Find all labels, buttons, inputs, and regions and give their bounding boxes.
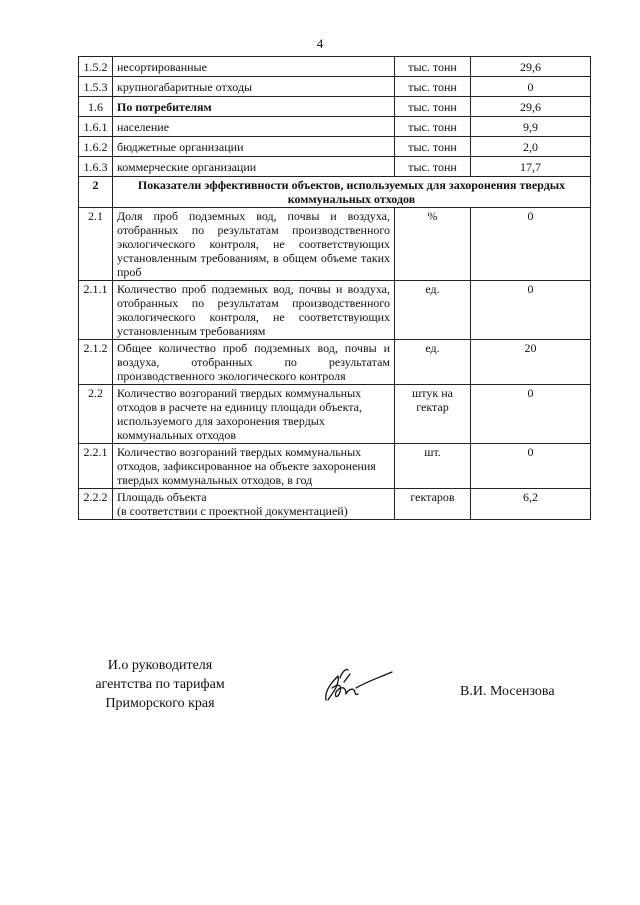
row-name: население: [113, 117, 395, 137]
row-value: 29,6: [471, 97, 591, 117]
row-unit: гектаров: [395, 489, 471, 520]
row-name: По потребителям: [113, 97, 395, 117]
row-number: 1.5.3: [79, 77, 113, 97]
row-unit: тыс. тонн: [395, 157, 471, 177]
section-title: Показатели эффективности объектов, используемых для захоронения твердых коммунальных отходов: [113, 177, 591, 208]
table-row: [79, 77, 591, 97]
row-unit: тыс. тонн: [395, 57, 471, 77]
row-name: крупногабаритные отходы: [113, 77, 395, 97]
row-unit: тыс. тонн: [395, 97, 471, 117]
table-row: [79, 97, 591, 117]
row-unit: шт.: [395, 444, 471, 489]
row-name-line: (в соответствии с проектной документацией): [117, 504, 348, 518]
row-number: 2.2.1: [79, 444, 113, 489]
table-row: [79, 117, 591, 137]
row-name: [113, 489, 395, 520]
signatory-title-line: Приморского края: [105, 696, 215, 711]
row-number: 2.2.2: [79, 489, 113, 520]
signatory-title: [70, 656, 250, 713]
row-value: 2,0: [471, 137, 591, 157]
row-number: 2.1.1: [79, 281, 113, 340]
section-header-row: [79, 177, 591, 208]
signer-name: В.И. Мосензова: [460, 684, 555, 699]
row-number: 1.6.1: [79, 117, 113, 137]
table-row: [79, 385, 591, 444]
signatory-title-line: агентства по тарифам: [95, 677, 225, 692]
row-value: 0: [471, 281, 591, 340]
row-unit: ед.: [395, 281, 471, 340]
row-name: Количество возгораний твердых коммунальных отходов в расчете на единицу площади объекта, используемого для захоронения твердых коммунальных отходов: [113, 385, 395, 444]
row-name: Количество проб подземных вод, почвы и воздуха, отобранных по результатам производственного экологического контроля, не соответствующих установленным требованиям: [113, 281, 395, 340]
row-value: 6,2: [471, 489, 591, 520]
row-value: 0: [471, 77, 591, 97]
row-value: 17,7: [471, 157, 591, 177]
table-row: [79, 208, 591, 281]
row-number: 1.5.2: [79, 57, 113, 77]
row-value: 0: [471, 385, 591, 444]
row-value: 29,6: [471, 57, 591, 77]
row-unit: тыс. тонн: [395, 137, 471, 157]
row-number: 2: [79, 177, 113, 208]
table-row: [79, 489, 591, 520]
row-value: 20: [471, 340, 591, 385]
table-row: [79, 444, 591, 489]
row-value: 0: [471, 208, 591, 281]
handwritten-signature: [316, 660, 396, 704]
row-unit: тыс. тонн: [395, 77, 471, 97]
table-row: [79, 281, 591, 340]
row-name: Доля проб подземных вод, почвы и воздуха, отобранных по результатам производственного экологического контроля, не соответствующих установленным требованиям, в общем объеме таких проб: [113, 208, 395, 281]
row-value: 9,9: [471, 117, 591, 137]
row-number: 1.6.2: [79, 137, 113, 157]
row-name: Общее количество проб подземных вод, почвы и воздуха, отобранных по результатам производственного экологического контроля: [113, 340, 395, 385]
row-unit: штук на гектар: [395, 385, 471, 444]
row-unit: тыс. тонн: [395, 117, 471, 137]
signatory-title-line: И.о руководителя: [107, 658, 213, 673]
row-unit: ед.: [395, 340, 471, 385]
row-name-line: Площадь объекта: [117, 490, 207, 504]
table-row: [79, 57, 591, 77]
row-number: 1.6: [79, 97, 113, 117]
row-name: бюджетные организации: [113, 137, 395, 157]
row-number: 2.1.2: [79, 340, 113, 385]
row-unit: %: [395, 208, 471, 281]
table-row: [79, 340, 591, 385]
indicators-table: [78, 56, 591, 520]
table-row: [79, 137, 591, 157]
row-value: 0: [471, 444, 591, 489]
row-name: Количество возгораний твердых коммунальных отходов, зафиксированное на объекте захоронения твердых коммунальных отходов, в год: [113, 444, 395, 489]
row-name: несортированные: [113, 57, 395, 77]
row-number: 2.2: [79, 385, 113, 444]
table-row: [79, 157, 591, 177]
row-name: коммерческие организации: [113, 157, 395, 177]
page-number: 4: [316, 36, 324, 51]
row-number: 2.1: [79, 208, 113, 281]
row-number: 1.6.3: [79, 157, 113, 177]
